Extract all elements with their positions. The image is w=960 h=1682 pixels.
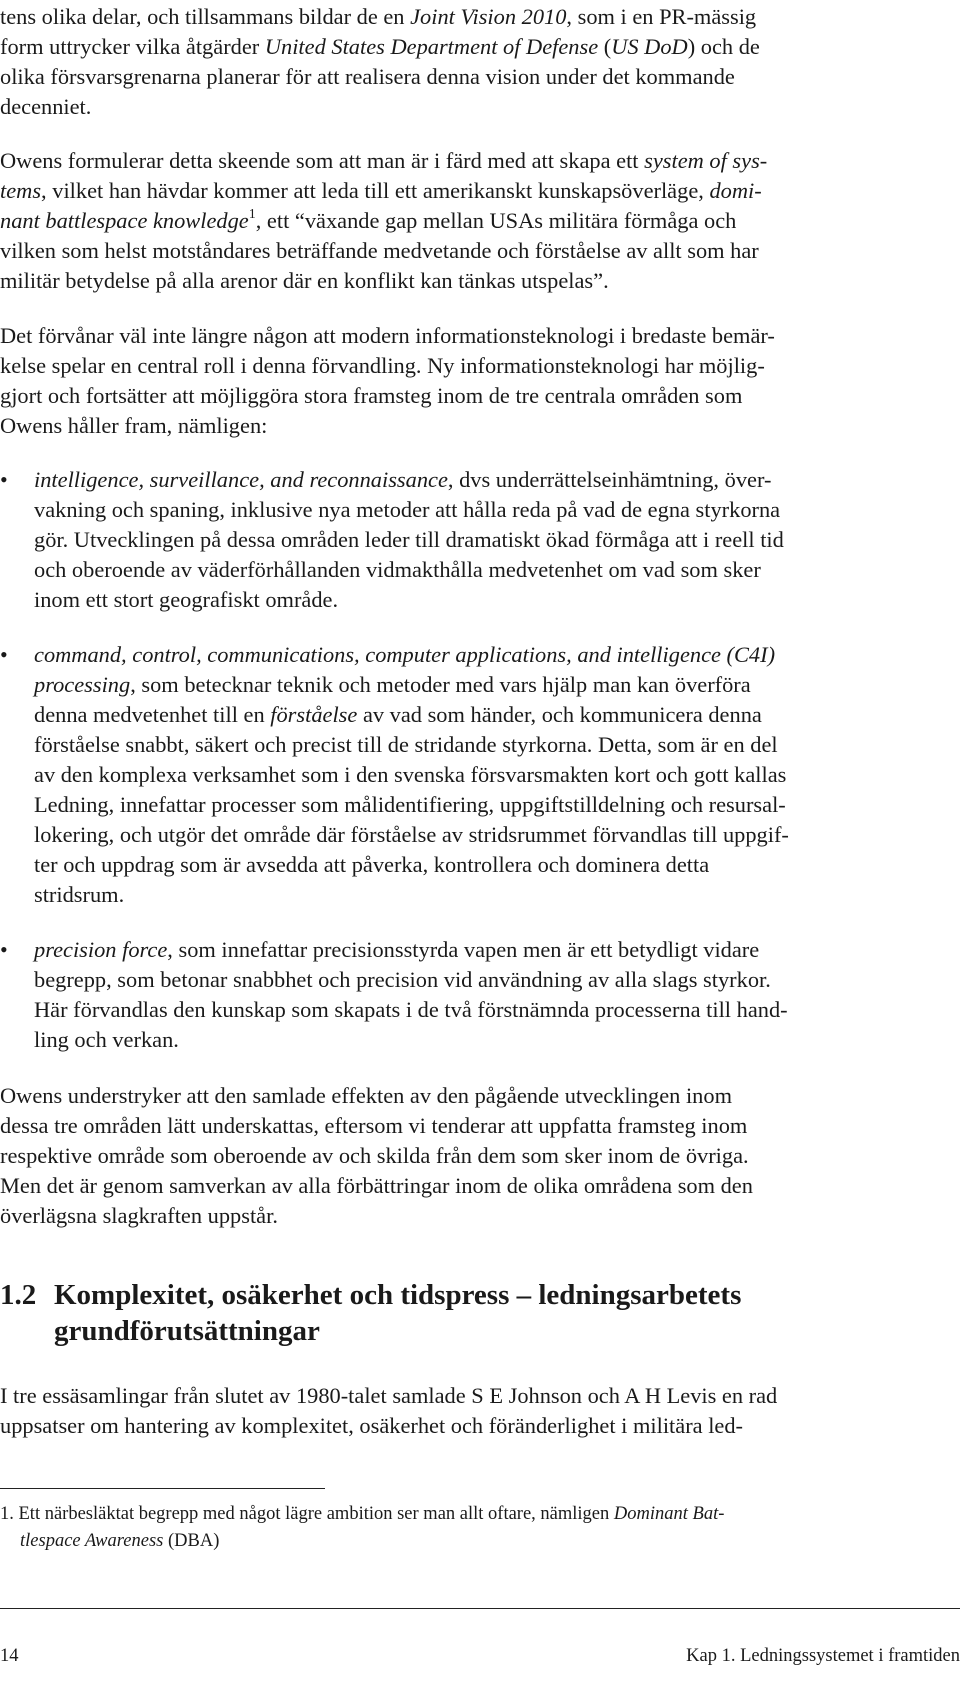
page-number: 14 <box>0 1646 19 1666</box>
section-title-line: grundförutsättningar <box>54 1315 320 1347</box>
list-item-line: inom ett stort geografiskt område. <box>34 587 339 612</box>
list-item-line: intelligence, surveillance, and reconnaissance, dvs underrättelseinhämtning, över- <box>34 467 772 492</box>
footnote-marker: 1. <box>0 1504 14 1524</box>
list-item-line: command, control, communications, computer applications, and intelligence (C4I) <box>34 642 776 667</box>
paragraph-line: Owens formulerar detta skeende som att man är i färd med att skapa ett system of sys- <box>0 148 768 173</box>
footnote-separator <box>0 1488 325 1489</box>
list-item-line: lokering, och utgör det område där förståelse av stridsrummet förvandlas till uppgif- <box>34 822 789 847</box>
footer-rule <box>0 1608 960 1609</box>
footnote-line: 1. Ett närbesläktat begrepp med något lägre ambition ser man allt oftare, nämligen Dominant Bat- <box>0 1504 725 1524</box>
footnote-line: tlespace Awareness (DBA) <box>20 1531 220 1551</box>
list-item-line: stridsrum. <box>34 882 125 907</box>
list-item-line: ling och verkan. <box>34 1027 179 1052</box>
paragraph-line: uppsatser om hantering av komplexitet, osäkerhet och föränderlighet i militära led- <box>0 1413 744 1438</box>
paragraph-line: tems, vilket han hävdar kommer att leda till ett amerikanskt kunskapsöverläge, domi- <box>0 178 762 203</box>
list-item-line: processing, som betecknar teknik och metoder med vars hjälp man kan överföra <box>34 672 751 697</box>
footnote-reference[interactable]: 1 <box>248 206 256 222</box>
list-item-line: Ledning, innefattar processer som målidentifiering, uppgiftstilldelning och resursal- <box>34 792 786 817</box>
running-footer-chapter: Kap 1. Ledningssystemet i framtiden <box>686 1646 960 1666</box>
paragraph-line: gjort och fortsätter att möjliggöra stora framsteg inom de tre centrala områden som <box>0 383 743 408</box>
paragraph-line: Owens håller fram, nämligen: <box>0 413 268 438</box>
paragraph-line: överlägsna slagkraften uppstår. <box>0 1203 278 1228</box>
paragraph-line: dessa tre områden lätt underskattas, eftersom vi tenderar att uppfatta framsteg inom <box>0 1113 748 1138</box>
bullet-marker: • <box>0 937 8 962</box>
list-item-line: begrepp, som betonar snabbhet och precision vid användning av alla slags styrkor. <box>34 967 771 992</box>
paragraph-line: tens olika delar, och tillsammans bildar de en Joint Vision 2010, som i en PR-mässig <box>0 4 757 29</box>
paragraph-line: respektive område som oberoende av och skilda från dem som sker inom de övriga. <box>0 1143 749 1168</box>
paragraph-line: Owens understryker att den samlade effekten av den pågående utvecklingen inom <box>0 1083 732 1108</box>
paragraph-line: olika försvarsgrenarna planerar för att realisera denna vision under det kommande <box>0 64 735 89</box>
list-item-line: gör. Utvecklingen på dessa områden leder till dramatiskt ökad förmåga att i reell tid <box>34 527 784 552</box>
list-item-line: ter och uppdrag som är avsedda att påverka, kontrollera och dominera detta <box>34 852 710 877</box>
paragraph-line: militär betydelse på alla arenor där en konflikt kan tänkas utspelas”. <box>0 268 609 293</box>
bullet-marker: • <box>0 642 8 667</box>
paragraph-line: Det förvånar väl inte längre någon att modern informationsteknologi i bredaste bemär- <box>0 323 775 348</box>
section-number: 1.2 <box>0 1279 37 1311</box>
paragraph-line: kelse spelar en central roll i denna förvandling. Ny informationsteknologi har möjlig- <box>0 353 765 378</box>
list-item-line: och oberoende av väderförhållanden vidmakthålla medvetenhet om vad som sker <box>34 557 761 582</box>
list-item-line: vakning och spaning, inklusive nya metoder att hålla reda på vad de egna styrkorna <box>34 497 781 522</box>
list-item-line: förståelse snabbt, säkert och precist till de stridande styrkorna. Detta, som är en del <box>34 732 778 757</box>
section-title-line: Komplexitet, osäkerhet och tidspress – ledningsarbetets <box>54 1279 742 1311</box>
list-item-line: denna medvetenhet till en förståelse av vad som händer, och kommunicera denna <box>34 702 762 727</box>
paragraph-line: I tre essäsamlingar från slutet av 1980-talet samlade S E Johnson och A H Levis en rad <box>0 1383 778 1408</box>
paragraph-line: form uttrycker vilka åtgärder United States Department of Defense (US DoD) och de <box>0 34 760 59</box>
bullet-marker: • <box>0 467 8 492</box>
list-item-line: precision force, som innefattar precisionsstyrda vapen men är ett betydligt vidare <box>34 937 760 962</box>
list-item-line: Här förvandlas den kunskap som skapats i de två förstnämnda processerna till hand- <box>34 997 788 1022</box>
list-item-line: av den komplexa verksamhet som i den svenska försvarsmakten kort och gott kallas <box>34 762 787 787</box>
paragraph-line: vilken som helst motståndares beträffande medvetande och förståelse av allt som har <box>0 238 759 263</box>
paragraph-line: decenniet. <box>0 94 92 119</box>
paragraph-line: nant battlespace knowledge$^1$, ett “växande gap mellan USAs militära förmåga och <box>0 206 737 233</box>
paragraph-line: Men det är genom samverkan av alla förbättringar inom de olika områdena som den <box>0 1173 753 1198</box>
